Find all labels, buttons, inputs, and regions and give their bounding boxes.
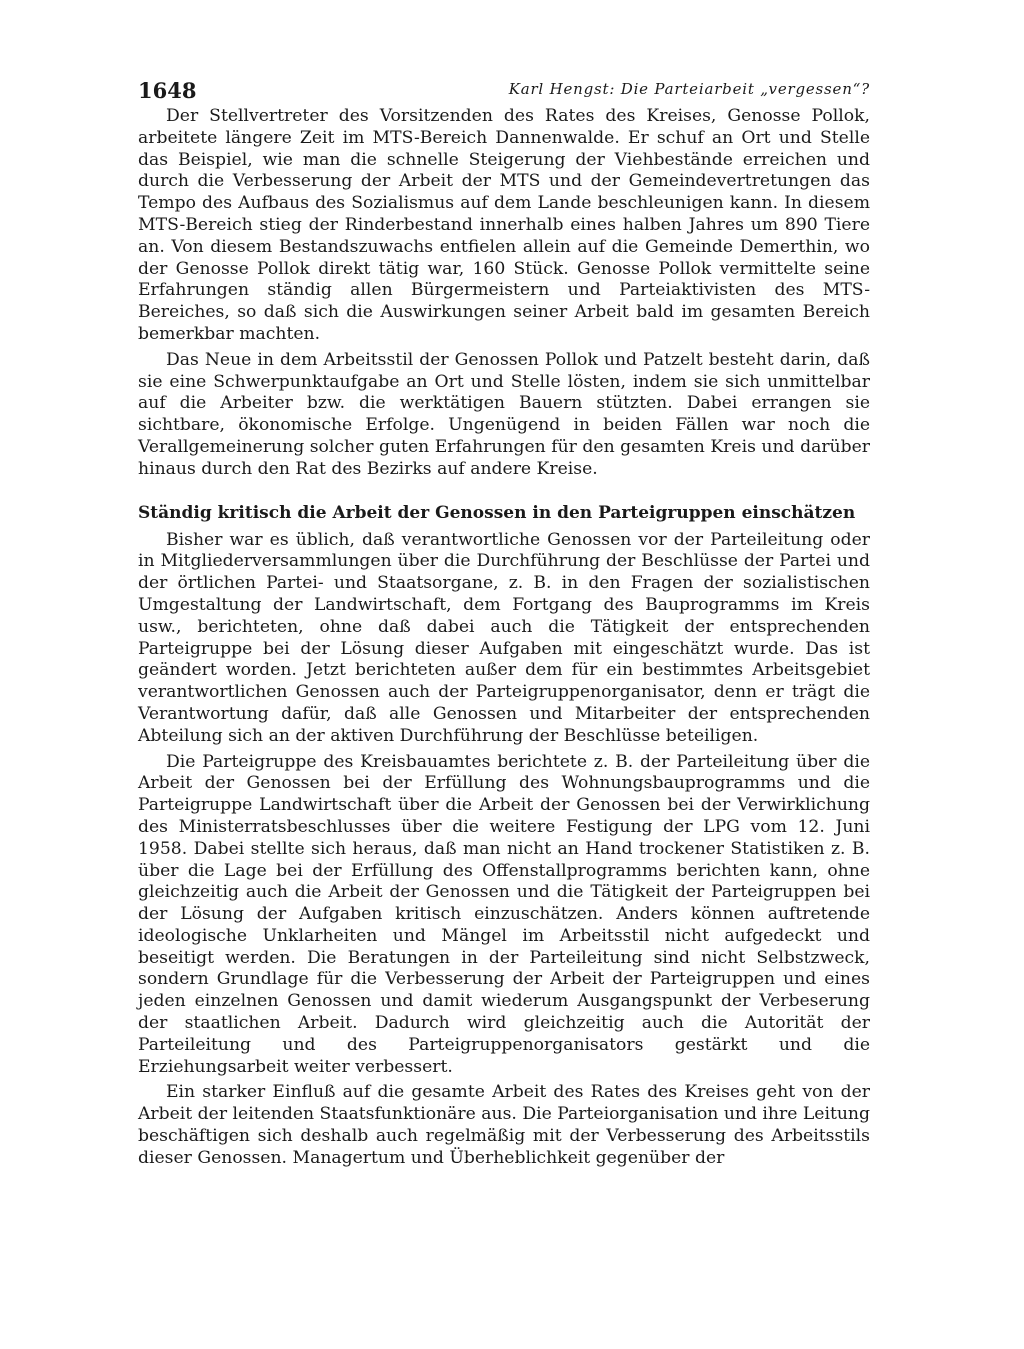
section-heading: Ständig kritisch die Arbeit der Genossen in den Parteigruppen einschätzen — [138, 502, 856, 523]
running-header — [138, 74, 870, 106]
paragraph: Ein starker Einfluß auf die gesamte Arbeit des Rates des Kreises geht von der Arbeit der leitenden Staatsfunktionäre aus. Die Parteiorganisation und ihre Leitung beschäftigen sich deshalb auch regelmäßig mit der Verbesserung des Arbeitsstils dieser Genossen. Managertum und Überheblichkeit gegenüber der — [138, 1082, 870, 1168]
paragraph: Bisher war es üblich, daß verantwortliche Genossen vor der Parteileitung oder in Mitgliederversammlungen über die Durchführung der Beschlüsse der Partei und der örtlichen Partei- und Staatsorgane, z. B. in den Fragen der sozialistischen Umgestaltung der Landwirtschaft, dem Fortgang des Bauprogramms im Kreis usw., berichteten, ohne daß dabei auch die Tätigkeit der entsprechenden Parteigruppe bei der Lösung dieser Aufgaben mit eingeschätzt wurde. Das ist geändert worden. Jetzt berichteten außer dem für ein bestimmtes Arbeitsgebiet verantwortlichen Genossen auch der Parteigruppenorganisator, denn er trägt die Verantwortung dafür, daß alle Genossen und Mitarbeiter der entsprechenden Abteilung sich an der aktiven Durchführung der Beschlüsse beteiligen. — [138, 529, 870, 746]
body-text — [138, 106, 870, 1170]
page-number: 1648 — [138, 78, 197, 103]
paragraph: Der Stellvertreter des Vorsitzenden des Rates des Kreises, Genosse Pollok, arbeitete längere Zeit im MTS-Bereich Dannenwalde. Er schuf an Ort und Stelle das Beispiel, wie man die schnelle Steigerung der Viehbestände erreichen und durch die Verbesserung der Arbeit der MTS und der Gemeindevertretungen das Tempo des Aufbaus des Sozialismus auf dem Lande beschleunigen kann. In diesem MTS-Bereich stieg der Rinderbestand innerhalb eines halben Jahres um 890 Tiere an. Von diesem Bestandszuwachs entfielen allein auf die Gemeinde Demerthin, wo der Genosse Pollok direkt tätig war, 160 Stück. Genosse Pollok vermittelte seine Erfahrungen ständig allen Bürgermeistern und Parteiaktivisten des MTS-Bereiches, so daß sich die Auswirkungen seiner Arbeit bald im gesamten Bereich bemerkbar machten. — [138, 106, 870, 344]
paragraph: Die Parteigruppe des Kreisbauamtes berichtete z. B. der Parteileitung über die Arbeit der Genossen bei der Erfüllung des Wohnungsbauprogramms und die Parteigruppe Landwirtschaft über die Arbeit der Genossen bei der Verwirklichung des Ministerratsbeschlusses über die weitere Festigung der LPG vom 12. Juni 1958. Dabei stellte sich heraus, daß man nicht an Hand trockener Statistiken z. B. über die Lage bei der Erfüllung des Offenstallprogramms berichten kann, ohne gleichzeitig auch die Arbeit der Genossen und die Tätigkeit der Parteigruppen bei der Lösung der Aufgaben kritisch einzuschätzen. Anders können auftretende ideologische Unklarheiten und Mängel im Arbeitsstil nicht aufgedeckt und beseitigt werden. Die Beratungen in der Parteileitung sind nicht Selbstzweck, sondern Grundlage für die Verbesserung der Arbeit der Parteigruppen und eines jeden einzelnen Genossen und damit wiederum Ausgangspunkt der Verbeserung der staatlichen Arbeit. Dadurch wird gleichzeitig auch die Autorität der Parteileitung und des Parteigruppenorganisators gestärkt und die Erziehungsarbeit weiter verbessert. — [138, 751, 870, 1077]
paragraph: Das Neue in dem Arbeitsstil der Genossen Pollok und Patzelt besteht darin, daß sie eine Schwerpunktaufgabe an Ort und Stelle lösten, indem sie sich unmittelbar auf die Arbeiter bzw. die werktätigen Bauern stützten. Dabei errangen sie sichtbare, ökonomische Erfolge. Ungenügend in beiden Fällen war noch die Verallgemeinerung solcher guten Erfahrungen für den gesamten Kreis und darüber hinaus durch den Rat des Bezirks auf andere Kreise. — [138, 349, 870, 479]
running-title: Karl Hengst: Die Parteiarbeit „vergessen“? — [508, 80, 870, 98]
document-page — [138, 74, 870, 1170]
